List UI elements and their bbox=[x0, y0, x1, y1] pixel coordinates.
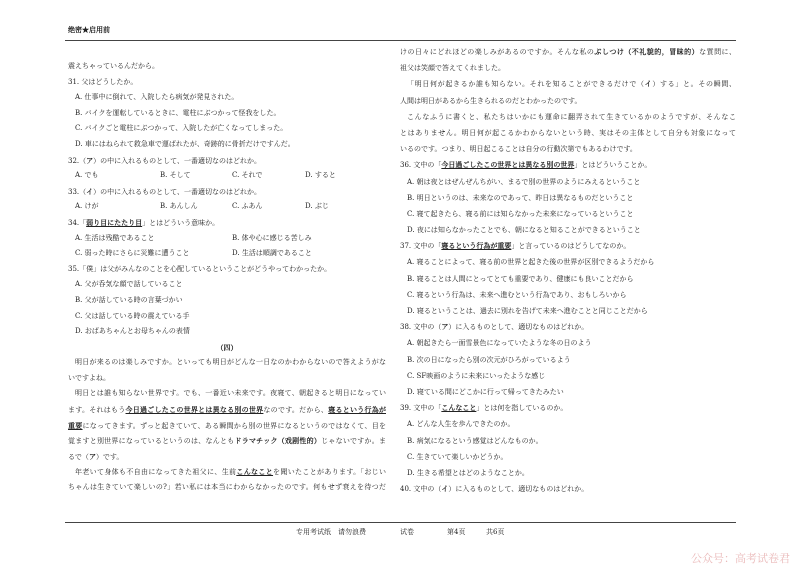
right-column bbox=[400, 44, 736, 497]
question-stem bbox=[400, 238, 736, 254]
bold-emphasis: ぶしつけ（不礼貌的，冒昧的） bbox=[594, 47, 700, 56]
text-run: 31. 父はどうしたか。 bbox=[68, 77, 138, 86]
underlined-emphasis: 今日過ごしたこの世界とは異なる別の世界 bbox=[441, 160, 575, 170]
text-run: A. 寝ることによって、寝る前の世界と起きた後の世界が区別できるようだから bbox=[407, 258, 655, 267]
text-run: 覚ますと別世界になっているというのは、なんとも bbox=[68, 437, 235, 446]
text-run: ちゃんは生きていて楽しいの?」若い私には本当にわからなかったのです。何もせず衰えを待つだ bbox=[68, 483, 386, 492]
answer-option bbox=[400, 222, 736, 238]
text-run: 明日とは誰も知らない世界です。でも、一番近い未来です。夜寝て、朝起きると明日になってい bbox=[75, 389, 386, 398]
text-run: 40. 文中の（ bbox=[400, 485, 442, 494]
text-run: 39. 文中の「 bbox=[400, 404, 442, 413]
text-run: 35.「僕」は父がみんなのことを心配しているということがどうやってわかったか。 bbox=[68, 264, 332, 273]
text-run: B. 病気になるという感覚はどんなものか。 bbox=[407, 436, 543, 445]
answer-option bbox=[400, 368, 736, 384]
text-run: を聞いたことがあります。「おじい bbox=[273, 468, 386, 477]
text-run: D. 生きる希望とはどのようなことか。 bbox=[407, 468, 529, 477]
answer-option bbox=[400, 465, 736, 481]
text-run: いるのです。つまり、明日起こることは自分の行動次第でもあるわけです。 bbox=[400, 145, 637, 154]
underlined-emphasis: 重要 bbox=[68, 420, 83, 430]
paragraph-start-line bbox=[68, 355, 386, 371]
text-run: になってきます。ずっと起きていて、ある瞬間から別の世界になるというのではなくて、目を bbox=[82, 421, 386, 430]
text-run: B. 寝ることは人間にとってとても重要であり、健康にも良いことだから bbox=[407, 274, 634, 283]
answer-option bbox=[400, 352, 736, 368]
answer-option bbox=[400, 271, 736, 287]
text-run: 37. 文中の「 bbox=[400, 242, 442, 251]
question-stem bbox=[68, 75, 386, 91]
answer-options-row bbox=[68, 199, 386, 215]
answer-options-row bbox=[68, 168, 386, 184]
question-stem bbox=[400, 400, 736, 416]
text-run: D. 夜には知らなかったことでも、朝になると知ることができるということ bbox=[407, 226, 641, 235]
answer-option bbox=[68, 324, 386, 340]
text-run: 」とはどういうことか。 bbox=[574, 161, 652, 170]
passage-line bbox=[400, 60, 736, 76]
answer-option: D. すると bbox=[305, 171, 336, 180]
text-run: 」とはどういう意味か。 bbox=[142, 218, 220, 227]
answer-option: C. それで bbox=[232, 171, 263, 180]
footer-rule bbox=[65, 522, 736, 523]
text-run: ）に入るものとして、適切なものはどれか。 bbox=[448, 485, 589, 494]
answer-option: D. 生活は順調であること bbox=[232, 249, 312, 258]
underlined-emphasis: こんなこと bbox=[236, 467, 274, 477]
text-run: 32.（ bbox=[68, 156, 87, 165]
answer-option: A. 生活は残酷であること bbox=[75, 233, 155, 242]
bold-emphasis: ア bbox=[88, 451, 96, 461]
footer-page-total: 共6页 bbox=[486, 528, 505, 536]
answer-option: D. ぶじ bbox=[305, 202, 329, 211]
passage-line bbox=[68, 449, 386, 465]
text-run: 明日が来るのは楽しみですか。といっても明日がどんな一日なのかわからないので答えようがな bbox=[75, 358, 386, 367]
text-run: （四） bbox=[216, 342, 238, 352]
text-run: ）の中に入れるものとして、一番適切なのはどれか。 bbox=[93, 187, 261, 196]
question-stem bbox=[400, 481, 736, 497]
question-stem bbox=[68, 262, 386, 278]
watermark-text: 公众号：高考试卷君 bbox=[691, 552, 790, 565]
text-run: D. 車にはねられて救急車で運ばれたが、奇跡的に骨折だけですんだ。 bbox=[75, 139, 295, 148]
passage-line bbox=[400, 125, 736, 141]
text-run: 」と言っているのはどうしてなのか。 bbox=[511, 242, 631, 251]
text-run: C. SF映画のように未来にいったような感じ bbox=[407, 371, 546, 380]
text-run: ）です。 bbox=[95, 452, 124, 461]
text-run: 38. 文中の（ bbox=[400, 323, 442, 332]
text-run: ）の中に入れるものとして、一番適切なのはどれか。 bbox=[93, 156, 261, 165]
text-run: 祖父は笑顔で答えてくれました。 bbox=[400, 64, 505, 73]
paragraph-start-line bbox=[68, 386, 386, 402]
underlined-emphasis: 今日過ごしたこの世界とは異なる別の世界 bbox=[125, 405, 264, 415]
passage-line bbox=[68, 418, 386, 434]
text-run: B. 明日というのは、未来なのであって、昨日は異なるものだということ bbox=[407, 193, 634, 202]
answer-options-row bbox=[68, 246, 386, 262]
answer-option bbox=[400, 287, 736, 303]
text-run: 「明日何が起きるか誰も知らない。それを知ることができるだけで（ bbox=[407, 80, 645, 89]
passage-line bbox=[68, 480, 386, 496]
answer-option bbox=[68, 137, 386, 153]
bold-emphasis: ア bbox=[441, 322, 449, 332]
text-run: 年老いて身体も不自由になってきた祖父に、生前 bbox=[75, 468, 237, 477]
answer-option: C. ふあん bbox=[232, 202, 263, 211]
text-run: けの日々にどれほどの楽しみがあるのですか。そんな私の bbox=[400, 48, 595, 56]
text-run: B. 父が話している時の言葉づかい bbox=[75, 295, 183, 304]
answer-option bbox=[68, 106, 386, 122]
text-run: D. 寝ている間にどこかに行って帰ってきたみたい bbox=[407, 387, 564, 396]
text-run: 震えちゃっているんだから。 bbox=[68, 62, 159, 70]
text-run: A. 父が呑気な顔で話していること bbox=[75, 280, 183, 289]
question-stem bbox=[68, 184, 386, 200]
text-run: 36. 文中の「 bbox=[400, 161, 442, 170]
text-run: 人間は明日があるから生きられるのだとわかったのです。 bbox=[400, 96, 582, 105]
answer-option bbox=[68, 121, 386, 137]
footer-paper-type: 试卷 bbox=[400, 528, 414, 536]
text-run: D. 寝るということは、過去に別れを告げて未来へ進むことと同じことだから bbox=[407, 307, 648, 315]
bold-emphasis: イ bbox=[86, 186, 94, 196]
text-run: C. 寝るという行為は、未来へ進むという行為であり、おもしろいから bbox=[407, 290, 627, 299]
text-run: るで（ bbox=[68, 452, 89, 461]
answer-option bbox=[400, 384, 736, 400]
answer-option bbox=[68, 293, 386, 309]
text-run: ）に入るものとして、適切なものはどれか。 bbox=[448, 323, 589, 332]
bold-emphasis: ア bbox=[86, 155, 94, 165]
text-run: A. どんな人生を歩んできたのか。 bbox=[407, 420, 515, 429]
answer-option: A. けが bbox=[75, 202, 99, 211]
bold-emphasis: イ bbox=[441, 484, 449, 494]
passage-line bbox=[68, 433, 386, 449]
question-stem bbox=[400, 319, 736, 335]
passage-line bbox=[400, 141, 736, 157]
answer-option bbox=[68, 90, 386, 106]
section-heading bbox=[68, 340, 386, 356]
answer-option: B. あんしん bbox=[160, 202, 198, 211]
header-rule bbox=[65, 40, 736, 41]
answer-option bbox=[68, 309, 386, 325]
text-run: ます。それはもう bbox=[68, 406, 126, 415]
answer-option bbox=[400, 303, 736, 319]
answer-option bbox=[400, 190, 736, 206]
underlined-emphasis: 弱り目にたたり目 bbox=[86, 217, 143, 227]
answer-option bbox=[400, 335, 736, 351]
text-run: C. バイクごと電柱にぶつかって、入院したが亡くなってしまった。 bbox=[75, 124, 288, 133]
question-stem bbox=[68, 153, 386, 169]
text-run: とはありません。明日何が起こるかわからないという時、実はその主体として自分も対象になって bbox=[400, 128, 736, 137]
footer-page-number: 第4页 bbox=[447, 528, 466, 536]
classification-header: 绝密★启用前 bbox=[68, 25, 110, 34]
underlined-emphasis: 寝るという行為が bbox=[328, 405, 386, 415]
answer-options-row bbox=[68, 231, 386, 247]
question-stem bbox=[400, 157, 736, 173]
bold-emphasis: ドラマチック（戏剧性的） bbox=[234, 436, 322, 446]
text-run: 34.「 bbox=[68, 218, 87, 227]
paragraph-start-line bbox=[68, 464, 386, 480]
text-run: ）する」と。その瞬間、 bbox=[652, 80, 736, 89]
text-run: いですよね。 bbox=[68, 373, 110, 382]
text-run: A. 仕事中に倒れて、入院したら病気が発見された。 bbox=[75, 93, 239, 102]
text-run: B. 次の日になったら別の次元がひろがっているよう bbox=[407, 355, 571, 364]
answer-option bbox=[400, 174, 736, 190]
answer-option bbox=[400, 433, 736, 449]
answer-option bbox=[400, 416, 736, 432]
passage-line bbox=[68, 402, 386, 418]
footer-paper-note: 专用考试纸 请勿浪费 bbox=[296, 528, 366, 536]
answer-option: A. でも bbox=[75, 171, 99, 180]
text-run: C. 父は話している時の震えている手 bbox=[75, 311, 190, 320]
text-run: C. 寝て起きたら、寝る前には知らなかった未来になっているということ bbox=[407, 209, 634, 218]
text-run: C. 生きていて楽しいかどうか。 bbox=[407, 452, 508, 461]
question-stem bbox=[68, 215, 386, 231]
answer-option bbox=[400, 449, 736, 465]
text-run: な質問に、 bbox=[699, 48, 736, 56]
passage-line bbox=[400, 44, 736, 60]
paragraph-start-line bbox=[400, 109, 736, 125]
answer-option bbox=[68, 277, 386, 293]
underlined-emphasis: 寝るという行為が重要 bbox=[441, 241, 512, 251]
answer-option bbox=[400, 254, 736, 270]
passage-line bbox=[68, 59, 386, 75]
answer-option: C. 弱った時にさらに災難に遭うこと bbox=[75, 249, 190, 258]
text-run: こんなふうに書くと、私たちはいかにも運命に翻弄されて生きているかのようですが、そんなこ bbox=[407, 112, 736, 121]
underlined-emphasis: こんなこと bbox=[441, 403, 477, 413]
text-run: 33.（ bbox=[68, 187, 87, 196]
text-run: じゃないですか。ま bbox=[321, 437, 386, 446]
text-run: A. 朝は夜とはぜんぜんちがい、まるで別の世界のようにみえるということ bbox=[407, 177, 641, 186]
text-run: なのです。だから、 bbox=[263, 406, 329, 415]
answer-option: B. 体や心に感じる苦しみ bbox=[232, 233, 312, 242]
left-column bbox=[68, 59, 386, 496]
answer-option: B. そして bbox=[160, 171, 191, 180]
passage-line bbox=[400, 93, 736, 109]
text-run: B. バイクを運転しているときに、電柱にぶつかって怪我をした。 bbox=[75, 108, 281, 117]
bold-emphasis: イ bbox=[644, 79, 653, 89]
text-run: A. 朝起きたら一面雪景色になっていたような冬の日のよう bbox=[407, 339, 592, 348]
answer-option bbox=[400, 206, 736, 222]
text-run: D. おばあちゃんとお母ちゃんの表情 bbox=[75, 327, 190, 336]
passage-line bbox=[68, 371, 386, 387]
text-run: 」とは何を指しているのか。 bbox=[476, 404, 568, 413]
paragraph-start-line bbox=[400, 76, 736, 92]
